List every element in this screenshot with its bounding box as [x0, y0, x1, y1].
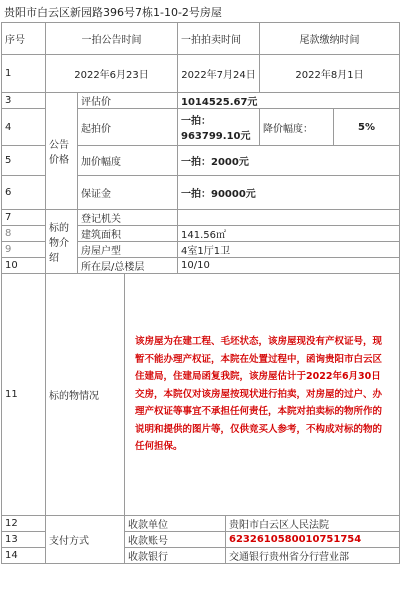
label-registry: 登记机关	[78, 210, 178, 226]
value-deposit: 一拍：90000元	[178, 176, 400, 210]
label-increment: 加价幅度	[78, 146, 178, 176]
header-row	[2, 23, 400, 55]
table-row	[2, 55, 400, 93]
label-condition: 标的物情况	[46, 274, 125, 516]
value-floor: 10/10	[178, 258, 400, 274]
row-no: 6	[2, 176, 46, 210]
row-no: 12	[2, 516, 46, 532]
value-area: 141.56㎡	[178, 226, 400, 242]
value-layout: 4室1厅1卫	[178, 242, 400, 258]
label-deposit: 保证金	[78, 176, 178, 210]
label-bank: 收款银行	[125, 548, 226, 564]
group-label-price: 公告价格	[46, 93, 78, 210]
pay-date: 2022年8月1日	[260, 55, 400, 93]
row-no: 13	[2, 532, 46, 548]
label-payee: 收款单位	[125, 516, 226, 532]
value-payee: 贵阳市白云区人民法院	[226, 516, 400, 532]
label-floor: 所在层/总楼层	[78, 258, 178, 274]
row-no: 7	[2, 210, 46, 226]
value-registry	[178, 210, 400, 226]
label-layout: 房屋户型	[78, 242, 178, 258]
condition-remark: 该房屋为在建工程、毛坯状态，该房屋现没有产权证号，现暂不能办理产权证，本院在处置过程中，函询贵阳市白云区住建局，住建局函复我院，该房屋估计于2022年6月30日交房，本院仅对该房屋按现状进行拍卖，对房屋的过户、办理产权证等事宜不承担任何责任，本院对拍卖标的物所作的说明和提供的图片等，仅供竞买人参考，不构成对标的物的任何担保。	[125, 274, 400, 516]
label-appraisal: 评估价	[78, 93, 178, 109]
value-bank: 交通银行贵州省分行营业部	[226, 548, 400, 564]
row-no: 9	[2, 242, 46, 258]
value-account: 6232610580010751754	[226, 532, 400, 548]
row-no: 3	[2, 93, 46, 109]
label-reduction: 降价幅度：	[260, 109, 334, 146]
value-reduction: 5%	[334, 109, 400, 146]
table-row	[2, 516, 400, 532]
row-no: 11	[2, 274, 46, 516]
row-no: 5	[2, 146, 46, 176]
auction-table	[1, 22, 400, 564]
row-no: 10	[2, 258, 46, 274]
group-label-intro: 标的物介绍	[46, 210, 78, 274]
value-start-price: 一拍：963799.10元	[178, 109, 260, 146]
row-no: 1	[2, 55, 46, 93]
value-appraisal: 1014525.67元	[178, 93, 400, 109]
table-row	[2, 93, 400, 109]
row-no: 14	[2, 548, 46, 564]
label-area: 建筑面积	[78, 226, 178, 242]
row-no: 4	[2, 109, 46, 146]
header-announce-time: 一拍公告时间	[46, 23, 178, 55]
page-title: 贵阳市白云区新园路396号7栋1-10-2号房屋	[4, 6, 222, 19]
value-increment: 一拍：2000元	[178, 146, 400, 176]
row-no: 8	[2, 226, 46, 242]
label-start-price: 起拍价	[78, 109, 178, 146]
label-account: 收款账号	[125, 532, 226, 548]
header-pay-time: 尾款缴纳时间	[260, 23, 400, 55]
auction-date: 2022年7月24日	[178, 55, 260, 93]
table-row	[2, 274, 400, 516]
group-label-payment: 支付方式	[46, 516, 125, 564]
announce-date: 2022年6月23日	[46, 55, 178, 93]
header-auction-time: 一拍拍卖时间	[178, 23, 260, 55]
table-row	[2, 210, 400, 226]
header-no: 序号	[2, 23, 46, 55]
